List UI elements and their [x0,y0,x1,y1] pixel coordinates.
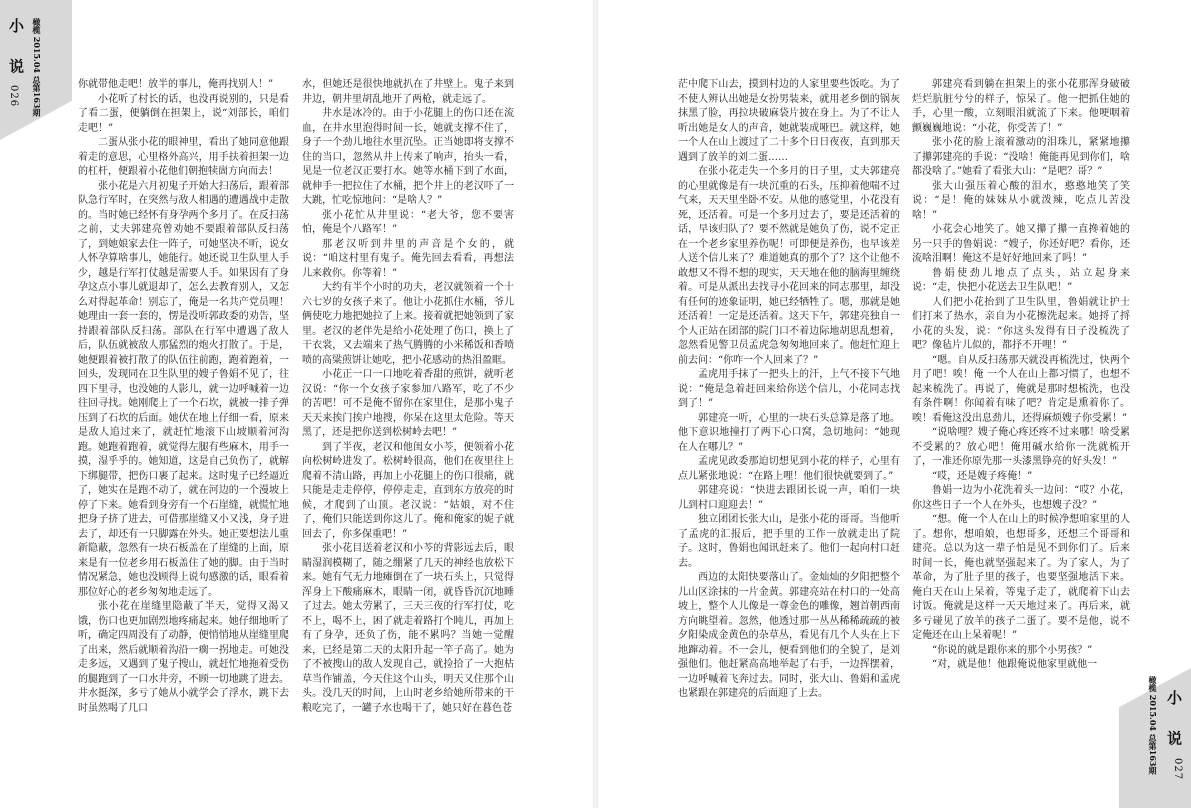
paragraph: 张小花的脸上滚着激动的泪珠儿，紧紧地攥了攥郭建亮的手说：“没啥！俺能再见到你们，啥都没啥了。”她看了看张大山：“是吧？哥？” [912,137,1130,177]
paragraph: “说啥哩？嫂子俺心疼还疼不过来哪！啥受累不受累的？放心吧！俺用碱水给你一洗就梳开了，一准还你原先那一头漆黑铮亮的好头发！” [912,427,1130,467]
paragraph: “你说的就是跟你来的那个小男孩？” [932,644,1093,656]
paragraph: 张小花是六月初鬼子开始大扫荡后，跟着部队急行军时，在突然与敌人相遇的遭遇战中走散的。当时她已经怀有身孕两个多月了。在反扫荡之前，丈夫郭建亮曾劝她不要跟着部队反扫荡了，到她娘家去住一阵子，可她坚决不听，说女人怀孕算啥事儿，她能行。她还说卫生队里人手少，越是行军打仗越是需要人手。如果因有了身孕这点小事儿就退却了，怎么去教育别人，又怎么对得起革命！别忘了，俺是一名共产党员哩！她理由一套一套的，愣是没听郭政委的劝告，坚持跟着部队反扫荡。部队在行军中遭遇了敌人后，队伍就被敌人那猛烈的炮火打散了。于是，她便跟着被打散了的队伍往前跑，跑着跑着，一回头，发现同在卫生队里的嫂子鲁娟不见了，往四下里寻，也没她的人影儿，就一边呼喊着一边往回寻找。她刚爬上了一个石坎，就被一排子弹压到了石坎的后面。她伏在地上仔细一看，原来是敌人追过来了，就赶忙地滚下山坡顺着河沟跑。她跑着跑着，就觉得左腿有些麻木，用手一摸，湿乎乎的。她知道，这是自己负伤了，就解下绑腿带，把伤口裹了起来。这时鬼子已经逼近了，她实在是跑不动了，就在河边的一个漫坡上停了下来。她看到身旁有一个石崖缝，就慌忙地把身子挤了进去，可借那崖缝又小又浅，身子进去了，却还有一只脚露在外头。她正要想法儿重新隐蔽，忽然有一块石板盖在了崖缝的上面，原来是有一位老乡用石板盖住了她的脚。由于当时情况紧急，她也没顾得上说句感激的话，眼看着那位好心的老乡匆匆地走远了。 [78,180,289,598]
left-page-number: 026 [8,85,19,108]
paragraph: 孟虎见政委那迫切想见到小花的样子，心里有点儿紧张地说：“在路上哩！他们很快就要到了。” [678,456,900,482]
paragraph: 张小花在崖缝里隐蔽了半天，觉得又渴又饿，伤口也更加剧烈地疼痛起来。她仔细地听了听，确定四周没有了动静，便悄悄地从崖缝里爬了出来，然后就顺着沟沿一瘸一拐地走。可她没走多远，又遇到了鬼子搜山，就赶忙地拖着受伤的腿跑到了一口水井旁，不顾一切地跳了进去。井水挺深，多亏了她从小就学会了浮水，跳下去时虽然喝了几口 [78,601,289,714]
paragraph: “想。俺一个人在山上的时候净想咱家里的人了。想你，想咱娘，也想哥多，还想三个哥哥和建亮。总以为这一辈子怕是见不到你们了。后来时间一长，俺也就坚强起来了。为了家人，为了革命，为了肚子里的孩子，也要坚强地活下来。俺白天在山上呆着，等鬼子走了，就爬着下山去讨饭。俺就是这样一天天地过来了。再后来，就多亏碰见了放羊的孩子二蛋了。要不是他，说不定俺还在山上呆着呢！” [912,514,1130,641]
paragraph: “嗯。自从反扫荡那天就没再梳洗过，快两个月了吧！唉！俺 一个人在山上都习惯了，也想不起来梳洗了。再说了，俺就是那时想梳洗，也没有条件啊！你闻着有味了吧？肯定是熏着你了。唉！看俺这没出息劲儿，还得麻烦嫂子你受累！” [912,354,1130,424]
paragraph: 大约有半个小时的功夫，老汉就领着一个十六七岁的女孩子来了。他让小花抓住水桶，爷儿俩使吃力地把她拉了上来。接着就把她领到了家里。老汉的老伴先是给小花处理了伤口，换上了干衣裳，又去端来了热气腾腾的小米稀饭和香喷喷的高粱煎饼让她吃，把小花感动的热泪盈眶。 [302,282,514,366]
paragraph: 孟虎用手抹了一把头上的汗，上气不接下气地说：“俺是急着赶回来给你送个信儿，小花同志找到了！” [678,369,900,409]
right-page-number: 027 [1172,758,1183,781]
paragraph: 茫中爬下山去，摸到村边的人家里要些饭吃。为了不使人辨认出她是女扮男装来，就用老乡倒的锅灰抹黑了脸，再拉块破麻袋片披在身上。为了不让人听出她是女人的声音，她就装成哑巴。就这样，她一个人在山上渡过了二十多个日日夜夜，直到那天遇到了放羊的刘二蛋…… [678,79,900,163]
paragraph: 小花正一口一口地吃着香甜的煎饼，就听老汉说：“你一个女孩子家参加八路军，吃了不少的苦吧！可不是俺不留你在家里住，是那小鬼子天天来挨门挨户地搜，你呆在这里太危险。等天黑了，还是把你送到松树岭去吧！” [302,369,514,438]
paragraph: 郭建亮一听，心里的一块石头总算是落了地。他下意识地撞打了两下心口窝，急切地问：“她现在人在哪儿？” [678,412,900,453]
paragraph: 张小花目送着老汉和小芩的背影远去后，眼睛湿润模糊了，随之绷紧了几天的神经也放松下来。她有气无力地瘫倒在了一块石头上，只觉得浑身上下酸痛麻木，眼睛一闭，就昏昏沉沉地睡了过去。她太劳累了，三天三夜的行军打仗，吃不上，喝不上，困了就走着路打个盹儿，再加上有了身孕，还负了伤，能不累吗？当她一觉醒来，已经是第二天的太阳升起一竿子高了。她为了不被搜山的敌人发现自己，就捡拾了一大抱枯草当作铺盖，今天住这个山头，明天又住那个山头。没几天的时间，上山时老乡给她所带来的干粮吃完了，一罐子水也喝干了，她只好在暮色苍 [302,543,514,714]
paragraph: 郭建亮说：“快进去跟团长说一声，咱们一块儿到村口迎迎去！” [678,485,900,511]
paragraph: 郭建亮看到躺在担架上的张小花那浑身破破烂烂肮脏兮兮的样子，惊呆了。他一把抓住她的手，心里一酸，立刻眼泪就流了下来。他哽咽着颤巍巍地说：“小花，你受苦了！” [912,79,1130,134]
paragraph: 鲁娟一边为小花洗着头一边问：“哎？小花，你这些日子一个人在外头，也想嫂子没？” [912,485,1130,511]
paragraph: 井水是冰冷的。由于小花腿上的伤口还在流血，在井水里泡得时间一长，她就支撑不住了，身子一个劲儿地往水里沉坠。正当她即将支撑不住的当口，忽然从井上传来了响声，抬头一看，见是一位老汉正要打水。她等水桶下到了水面，就伸手一把拉住了水桶，把个井上的老汉吓了一大跳，忙吃惊地问：“是啥人？” [302,108,514,206]
paragraph: 到了半夜，老汉和他闺女小芩，便领着小花向松树岭进发了。松树岭很高，他们在夜里往上爬着不清山路，再加上小花腿上的伤口很痛，就只能是走走停停，停停走走，直到东方放亮的时候，才爬到了山顶。老汉说：“姑娘，对不住了，俺们只能送到你这儿了。俺和俺家的妮子就回去了，你多保重吧！” [302,441,514,540]
paragraph: 二蛋从张小花的眼神里，看出了她同意他跟着走的意思，心里格外高兴，用手扶着担架一边的杠杆，便跟着小花他们朝抱犊崮方向而去！ [78,137,289,177]
right-section-title: 小 说 [1165,690,1183,756]
left-section-title: 小 说 [7,18,25,84]
paragraph: 张小花忙从井里说：“老大爷，您不要害怕，俺是个八路军！” [302,209,514,235]
paragraph: “哎，还是嫂子疼俺！” [932,470,1033,482]
left-page-column-1 [78,78,289,758]
paragraph: 张大山强压着心酸的泪水，憨憨地笑了笑说：“是！俺的妹妹从小就泼辣，吃点儿苦没啥！” [912,180,1130,221]
left-page-column-2 [302,78,514,758]
paragraph: 小花会心地笑了。她又攥了攥一直搀着她的另一只手的鲁娟说：“嫂子，你还好吧？看你，还流啥泪啊！俺这不是好好地回来了吗！” [912,224,1130,264]
paragraph: 西边的太阳快要落山了。金灿灿的夕阳把整个儿山区涂抹的一片金黄。郭建亮站在村口的一处高坡上，整个人儿像是一尊金色的雕像，翘首朝西南方向眺望着。忽然，他透过那一丛丛稀稀疏疏的被夕阳染成金黄色的杂草丛，看见有几个人头在上下地蹿动着。不一会儿，便看到他们的全貌了，是刘强他们。他赶紧高高地举起了右手，一边挥摆着，一边呼喊着飞奔过去。同时，张大山、鲁娟和孟虎也紧跟在郭建亮的后面迎了上去。 [678,572,900,699]
right-magazine-label: 橄榄 2015.04 总第163期 [1148,676,1158,775]
paragraph: 那老汉听到井里的声音是个女的，就说：“咱这村里有鬼子。俺先回去看看，再想法儿来救你。你等着！” [302,238,514,279]
paragraph: 人们把小花抬到了卫生队里，鲁娟就让护士们打来了热水，亲自为小花擦洗起来。她捋了捋小花的头发，说：“你这头发得有日子没梳洗了吧？像毡片儿似的，都抒不开哩！” [912,296,1130,351]
page-gutter [593,0,598,808]
right-page-column-2 [912,78,1130,758]
paragraph: 水，但她还是很快地就扒在了井壁上。鬼子来到井边，朝井里胡乱地开了两枪，就走远了。 [302,79,514,105]
paragraph: “对，就是他！他跟俺说他家里就他一 [932,659,1098,670]
paragraph: 鲁娟使劲儿地点了点头，站立起身来说：“走，快把小花送去卫生队吧！” [912,267,1130,293]
paragraph: 独立团团长张大山，是张小花的哥哥。当他听了孟虎的汇报后，把手里的工作一放就走出了院子。这时，鲁娟也闻讯赶来了。他们一起向村口赶去。 [678,514,900,569]
left-magazine-label: 橄榄 2015.04 总第163期 [32,18,42,117]
paragraph: 小花听了村长的话，也没再说别的，只是看了看二蛋，便躺倒在担架上，说“刘部长，咱们走吧！” [78,93,289,134]
paragraph: 你就带他走吧！放半的事儿，俺再找别人！” [78,79,274,90]
paragraph: 在张小花走失一个多月的日子里，丈夫郭建亮的心里就像是有一块沉重的石头，压抑着他喘不过气来，天天里坐卧不安。从他的感觉里，小花没有死，还活着。可是一个多月过去了，要是还活着的话，早该归队了？要不然就是她负了伤，说不定正在一个老乡家里养伤呢！可即便是养伤，也早该差人送个信儿来了？难道她真的那个了？这个让他不敢想又不得不想的现实，天天地在他的脑海里缠绕着。可是从派出去找寻小花回来的同志那里，却没有任何的迹象证明，她已经牺牲了。嗯，那就是她还活着！一定是还活着。这天下午，郭建亮独自一个人正站在团部的院门口不着边际地胡思乱想着，忽然看见警卫员孟虎急匆匆地回来了。他赶忙迎上前去问：“你咋一个人回来了？” [678,166,900,366]
right-page-column-1 [678,78,900,758]
